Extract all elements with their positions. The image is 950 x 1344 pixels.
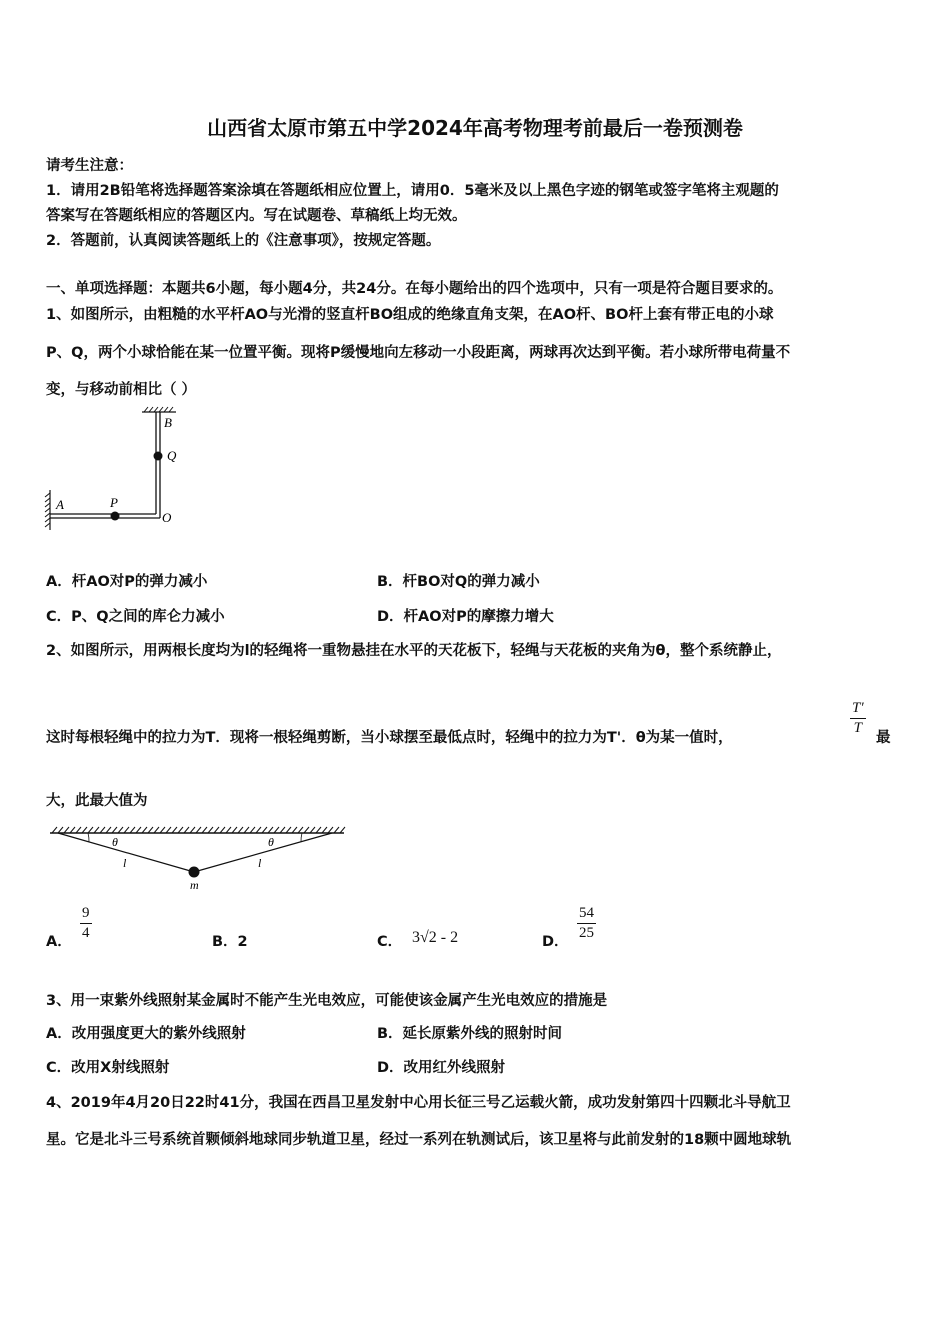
ceiling-hatch: [76, 827, 81, 833]
ceiling-hatch: [316, 827, 321, 833]
q3-option-b: B．延长原紫外线的照射时间: [377, 1026, 563, 1042]
a-numerator: 9: [82, 905, 90, 921]
ceiling-hatch: [58, 827, 63, 833]
notice-line-1a: 1．请用2B铅笔将选择题答案涂填在答题纸相应位置上，请用0．5毫米及以上黑色字迹的钢笔或签字笔将主观题的: [46, 183, 779, 199]
ceiling-hatch: [304, 827, 309, 833]
ceiling-hatch: [166, 827, 171, 833]
q4-line-2: 星。它是北斗三号系统首颗倾斜地球同步轨道卫星，经过一系列在轨测试后，该卫星将与此前发射的18颗中圆地球轨: [46, 1132, 792, 1148]
q2-ratio-fraction: [850, 700, 866, 737]
q3-option-a: A．改用强度更大的紫外线照射: [46, 1026, 246, 1042]
ceiling-hatch: [262, 827, 267, 833]
q2-option-a-label: A．: [46, 934, 72, 950]
ceiling-hatch: [226, 827, 231, 833]
ratio-numerator: T′: [852, 700, 864, 716]
rope-right-label: l: [258, 856, 262, 870]
ceiling-hatch: [292, 827, 297, 833]
ratio-denominator: T: [853, 720, 862, 736]
ceiling-hatch: [118, 827, 123, 833]
q2-option-a-fraction: [80, 905, 92, 942]
ceiling-hatch: [82, 827, 87, 833]
a-denominator: 4: [82, 925, 90, 941]
ceiling-hatch: [238, 827, 243, 833]
q2-option-d-fraction: [577, 905, 596, 942]
q3-option-d: D．改用红外线照射: [377, 1060, 506, 1076]
label-p: P: [110, 495, 118, 510]
ceiling-hatch: [286, 827, 291, 833]
d-denominator: 25: [579, 925, 594, 941]
ceiling-hatch: [100, 827, 105, 833]
ceiling-hatch: [250, 827, 255, 833]
label-b: B: [164, 415, 172, 430]
label-a: A: [56, 497, 64, 512]
ceiling-hatch: [220, 827, 225, 833]
ceiling-hatch: [112, 827, 117, 833]
ceiling-hatch: [124, 827, 129, 833]
q3-option-c: C．改用X射线照射: [46, 1060, 170, 1076]
q1-figure: [44, 405, 194, 535]
ceiling-hatch: [280, 827, 285, 833]
ceiling-hatch: [184, 827, 189, 833]
ceiling-hatch: [298, 827, 303, 833]
section-heading: 一、单项选择题：本题共6小题，每小题4分，共24分。在每小题给出的四个选项中，只有一项是符合题目要求的。: [46, 281, 783, 297]
ceiling-hatch: [268, 827, 273, 833]
ceiling-hatch: [148, 827, 153, 833]
q2-option-d-label: D．: [542, 934, 569, 950]
q1-option-d: D．杆AO对P的摩擦力增大: [377, 609, 554, 625]
q2-line-2: 这时每根轻绳中的拉力为T．现将一根轻绳剪断，当小球摆至最低点时，轻绳中的拉力为T'．θ为某一值时，: [46, 730, 733, 746]
ceiling-hatch: [232, 827, 237, 833]
ceiling-hatch: [52, 827, 57, 833]
q2-option-c-label: C．: [377, 934, 403, 950]
ceiling-hatch: [256, 827, 261, 833]
ceiling-hatch: [274, 827, 279, 833]
ceiling-hatch: [310, 827, 315, 833]
theta-left: θ: [112, 835, 118, 849]
q2-line-1: 2、如图所示，用两根长度均为l的轻绳将一重物悬挂在水平的天花板下，轻绳与天花板的夹角为θ，整个系统静止，: [46, 643, 782, 659]
q2-line-3: 大，此最大值为: [46, 793, 148, 809]
theta-right: θ: [268, 835, 274, 849]
ceiling-hatch: [178, 827, 183, 833]
ceiling-hatch: [202, 827, 207, 833]
ceiling-hatch: [208, 827, 213, 833]
q1-line-2: P、Q，两个小球恰能在某一位置平衡。现将P缓慢地向左移动一小段距离，两球再次达到平衡。若小球所带电荷量不: [46, 345, 791, 361]
q2-line-2-end: 最: [876, 730, 891, 746]
ceiling-hatch: [244, 827, 249, 833]
q1-line-3: 变，与移动前相比（ ）: [46, 382, 197, 398]
q3-stem: 3、用一束紫外线照射某金属时不能产生光电效应，可能使该金属产生光电效应的措施是: [46, 993, 608, 1009]
q4-line-1: 4、2019年4月20日22时41分，我国在西昌卫星发射中心用长征三号乙运载火箭，成功发射第四十四颗北斗导航卫: [46, 1095, 791, 1111]
ceiling-hatch: [160, 827, 165, 833]
page-title: 山西省太原市第五中学2024年高考物理考前最后一卷预测卷: [207, 116, 743, 140]
ceiling-hatch: [196, 827, 201, 833]
ceiling-hatch: [130, 827, 135, 833]
notice-line-1b: 答案写在答题纸相应的答题区内。写在试题卷、草稿纸上均无效。: [46, 208, 467, 224]
ceiling-hatch: [154, 827, 159, 833]
ceiling-hatch: [94, 827, 99, 833]
ceiling-hatch: [136, 827, 141, 833]
notice-heading: 请考生注意：: [46, 158, 133, 174]
ceiling-hatch: [334, 827, 339, 833]
d-numerator: 54: [579, 905, 594, 921]
ceiling-hatch: [214, 827, 219, 833]
q1-option-c: C．P、Q之间的库仑力减小: [46, 609, 225, 625]
ceiling-hatch: [172, 827, 177, 833]
label-o: O: [162, 510, 172, 525]
ceiling-hatch: [142, 827, 147, 833]
ceiling-hatch: [106, 827, 111, 833]
ball-p: [111, 512, 120, 521]
hanging-mass: [189, 867, 200, 878]
notice-line-2: 2．答题前，认真阅读答题纸上的《注意事项》，按规定答题。: [46, 233, 441, 249]
ceiling-hatch: [322, 827, 327, 833]
q1-option-b: B．杆BO对Q的弹力减小: [377, 574, 540, 590]
rope-left-label: l: [123, 856, 127, 870]
ceiling-hatch: [64, 827, 69, 833]
ceiling-hatch: [328, 827, 333, 833]
q1-option-a: A．杆AO对P的弹力减小: [46, 574, 208, 590]
q2-figure: [48, 823, 346, 893]
q2-option-b: B．2: [212, 934, 248, 950]
mass-label: m: [190, 878, 199, 892]
q2-option-c-value: 3√2 - 2: [412, 929, 459, 946]
ball-q: [154, 452, 163, 461]
ceiling-hatch: [70, 827, 75, 833]
ceiling-hatch: [340, 827, 345, 833]
q1-line-1: 1、如图所示，由粗糙的水平杆AO与光滑的竖直杆BO组成的绝缘直角支架，在AO杆、BO杆上套有带正电的小球: [46, 307, 774, 323]
ceiling-hatch: [88, 827, 93, 833]
ceiling-hatch: [190, 827, 195, 833]
label-q: Q: [167, 448, 177, 463]
